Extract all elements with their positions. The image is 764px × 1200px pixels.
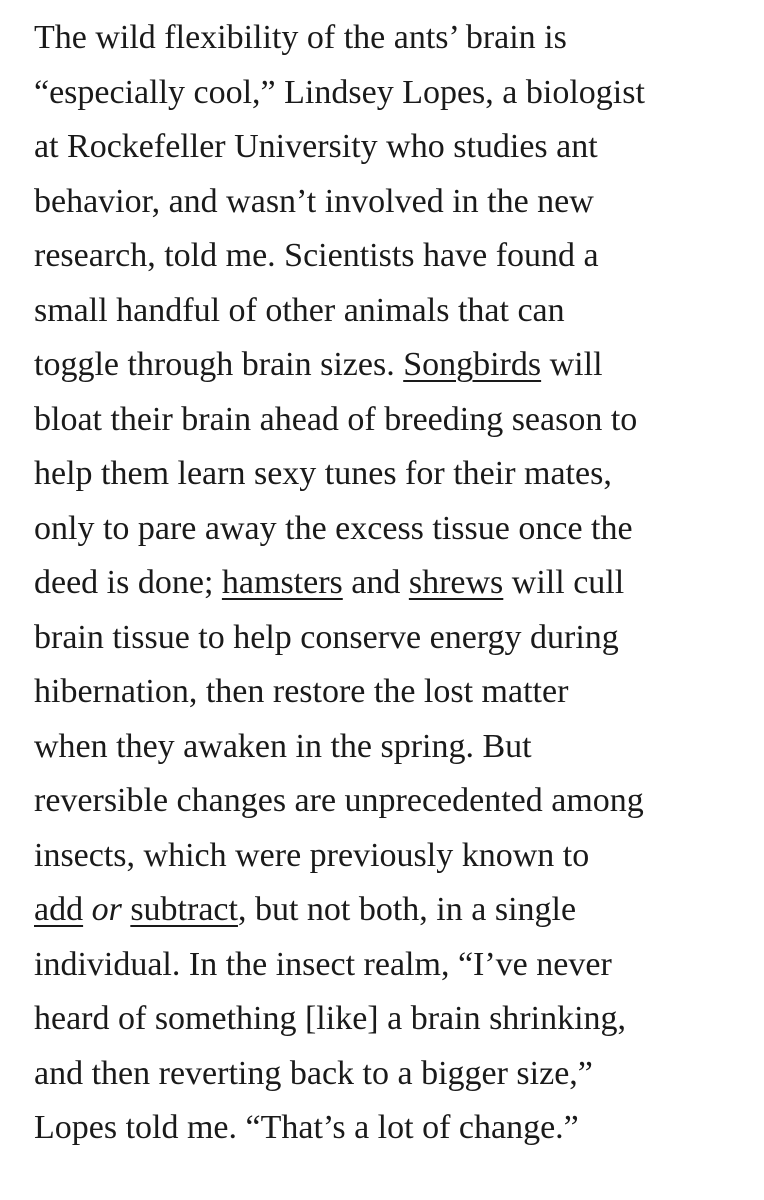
text-line-2: “especially cool,” Lindsey Lopes, a biologist [34, 73, 645, 111]
text-segment: toggle through brain sizes. [34, 346, 395, 383]
text-segment: and [351, 564, 401, 601]
text-line-12: brain tissue to help conserve energy during [34, 618, 619, 656]
text-segment: , but not both, in a single [237, 891, 577, 928]
emphasis-or: or [91, 891, 122, 928]
text-line-10: only to pare away the excess tissue once the [34, 509, 633, 547]
text-line-18: individual. In the insect realm, “I’ve never [34, 945, 612, 983]
text-line-9: help them learn sexy tunes for their mates, [34, 455, 612, 492]
subtract-link[interactable]: subtract [130, 891, 238, 928]
text-line-13: hibernation, then restore the lost matter [34, 673, 569, 710]
text-line-17 [34, 883, 764, 938]
text-line-15: reversible changes are unprecedented among [34, 782, 644, 819]
article-paragraph [34, 11, 764, 1156]
text-line-14: when they awaken in the spring. But [34, 727, 532, 765]
songbirds-link[interactable]: Songbirds [403, 346, 542, 383]
text-line-1: The wild flexibility of the ants’ brain is [34, 19, 567, 56]
text-line-5: research, told me. Scientists have found a [34, 237, 599, 274]
text-line-11 [34, 556, 764, 611]
shrews-link[interactable]: shrews [408, 564, 504, 601]
text-line-8: bloat their brain ahead of breeding season to [34, 400, 638, 438]
text-line-6: small handful of other animals that can [34, 291, 565, 329]
text-line-7 [34, 338, 764, 393]
text-line-20: and then reverting back to a bigger size,” [34, 1054, 593, 1092]
hamsters-link[interactable]: hamsters [221, 564, 343, 601]
text-line-19: heard of something [like] a brain shrinking, [34, 1000, 627, 1037]
text-segment: deed is done; [34, 564, 214, 601]
text-segment: will [549, 346, 603, 383]
text-line-21: Lopes told me. “That’s a lot of change.” [34, 1109, 579, 1146]
text-line-3: at Rockefeller University who studies ant [34, 128, 598, 165]
add-link[interactable]: add [34, 891, 84, 928]
text-line-4: behavior, and wasn’t involved in the new [34, 182, 594, 220]
text-line-16: insects, which were previously known to [34, 836, 590, 874]
text-segment: will cull [511, 564, 625, 601]
